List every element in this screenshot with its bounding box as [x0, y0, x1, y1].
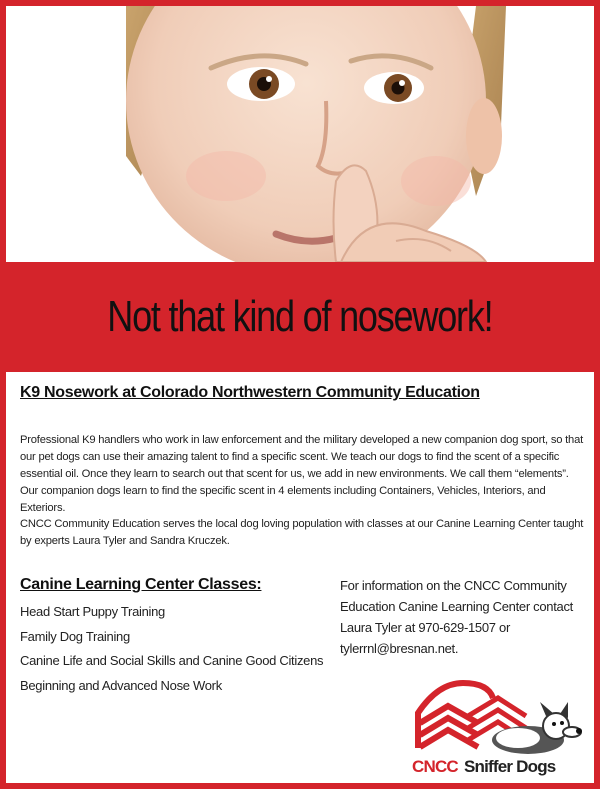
content-panel — [6, 372, 594, 783]
intro-paragraph: Professional K9 handlers who work in law enforcement and the military developed a new companion dog sport, so that our pet dogs can use their amazing talent to find a specific scent. We teach our dogs to find the scent of a specific essential oil. Once they learn to search out that scent for us, we add in new environments. We call them “elements”. Our companion dogs learn to find the specific scent in 4 elements including Containers, Vehicles, Interiors, and Exteriors. — [20, 434, 584, 514]
contact-info: For information on the CNCC Community Education Canine Learning Center contact Laura Tyler at 970-629-1507 or tylerrnl@bresnan.net. — [340, 578, 573, 656]
classes-list — [20, 600, 323, 698]
class-item: Beginning and Advanced Nose Work — [20, 677, 222, 693]
logo-sniffer-text: Sniffer Dogs — [464, 757, 556, 776]
class-item: Canine Life and Social Skills and Canine Good Citizens — [20, 653, 324, 668]
child-photo — [6, 6, 594, 262]
headline: Not that kind of nosework! — [107, 292, 493, 341]
classes-heading: Canine Learning Center Classes: — [20, 576, 262, 593]
class-item: Head Start Puppy Training — [20, 604, 165, 619]
cncc-sniffer-dogs-logo — [408, 668, 588, 778]
class-item: Family Dog Training — [20, 628, 130, 644]
subtitle: K9 Nosework at Colorado Northwestern Community Education — [20, 384, 480, 401]
logo-cncc-text: CNCC — [412, 757, 458, 776]
headline-band — [0, 262, 600, 372]
child-nose-illustration — [6, 6, 594, 262]
services-paragraph: CNCC Community Education serves the local dog loving population with classes at our Canine Learning Center taught by experts Laura Tyler and Sandra Kruczek. — [20, 518, 584, 547]
